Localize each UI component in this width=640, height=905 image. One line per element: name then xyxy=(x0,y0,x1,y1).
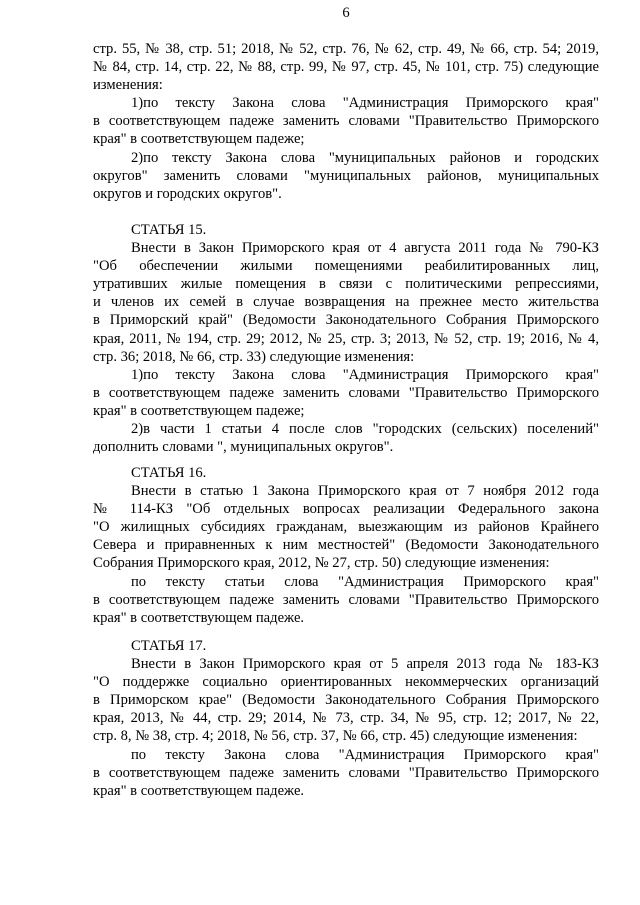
article-line: Внести в Закон Приморского края от 5 апреля 2013 года № 183-КЗ xyxy=(131,656,599,673)
article-item-line: в соответствующем падеже заменить словами "Правительство Приморского xyxy=(93,591,599,608)
intro-line: изменения: xyxy=(93,77,163,94)
article-item-line: края" в соответствующем падеже. xyxy=(93,609,305,626)
article-heading: СТАТЬЯ 16. xyxy=(131,465,207,481)
article-line: "Об обеспечении жилыми помещениями реабилитированных лиц, xyxy=(93,258,599,275)
article-item-line: по тексту Закона слова "Администрация Приморского края" xyxy=(131,746,599,763)
article-line: Собрания Приморского края, 2012, № 27, стр. 50) следующие изменения: xyxy=(93,555,550,572)
article-line: Внести в Закон Приморского края от 4 августа 2011 года № 790-КЗ xyxy=(131,240,599,257)
article-heading: СТАТЬЯ 15. xyxy=(131,222,207,238)
intro-item2-line: 2)по тексту Закона слова "муниципальных районов и городских xyxy=(131,149,599,166)
intro-item1-line: края" в соответствующем падеже; xyxy=(93,131,305,148)
page-number: 6 xyxy=(342,5,350,21)
article-16 xyxy=(93,464,599,627)
article-item-line: края" в соответствующем падеже; xyxy=(93,402,305,419)
article-line: стр. 36; 2018, № 66, стр. 33) следующие изменения: xyxy=(93,348,415,365)
article-line: в Приморском крае" (Ведомости Законодательного Собрания Приморского xyxy=(93,692,599,709)
article-17 xyxy=(93,637,599,800)
article-line: в Приморский край" (Ведомости Законодательного Собрания Приморского xyxy=(93,312,599,329)
article-line: и членов их семей в случае возвращения на прежнее место жительства xyxy=(93,294,599,311)
article-15 xyxy=(93,221,599,456)
article-heading: СТАТЬЯ 17. xyxy=(131,638,207,654)
article-line: "О жилищных субсидиях гражданам, выезжающим из районов Крайнего xyxy=(93,519,599,536)
article-line: № 114-КЗ "Об отдельных вопросах реализации Федерального закона xyxy=(93,501,599,518)
article-line: Севера и приравненных к ним местностей" (Ведомости Законодательного xyxy=(93,537,599,554)
intro-line: стр. 55, № 38, стр. 51; 2018, № 52, стр. 76, № 62, стр. 49, № 66, стр. 54; 2019, xyxy=(93,41,599,57)
article-line: "О поддержке социально ориентированных некоммерческих организаций xyxy=(93,674,599,691)
article-line: края, 2011, № 194, стр. 29; 2012, № 25, стр. 3; 2013, № 52, стр. 19; 2016, № 4, xyxy=(93,330,599,347)
intro-item1-line: в соответствующем падеже заменить словами "Правительство Приморского xyxy=(93,113,599,130)
article-item-line: 2)в части 1 статьи 4 после слов "городских (сельских) поселений" xyxy=(131,421,599,438)
article-line: Внести в статью 1 Закона Приморского края от 7 ноября 2012 года xyxy=(131,483,599,500)
article-item-line: по тексту статьи слова "Администрация Приморского края" xyxy=(131,573,599,590)
article-line: утративших жилые помещения в связи с политическими репрессиями, xyxy=(93,276,599,293)
article-item-line: 1)по тексту Закона слова "Администрация Приморского края" xyxy=(131,366,599,383)
article-item-line: в соответствующем падеже заменить словами "Правительство Приморского xyxy=(93,764,599,781)
intro-line: № 84, стр. 14, стр. 22, № 88, стр. 99, № 97, стр. 45, № 101, стр. 75) следующие xyxy=(93,59,599,76)
intro-block xyxy=(93,40,599,203)
article-line: края, 2013, № 44, стр. 29; 2014, № 73, стр. 34, № 95, стр. 12; 2017, № 22, xyxy=(93,710,599,727)
article-item-line: в соответствующем падеже заменить словами "Правительство Приморского xyxy=(93,384,599,401)
intro-item2-line: округов и городских округов". xyxy=(93,185,282,202)
article-item-line: дополнить словами ", муниципальных округов". xyxy=(93,439,394,456)
intro-item1-line: 1)по тексту Закона слова "Администрация Приморского края" xyxy=(131,95,599,112)
intro-item2-line: округов" заменить словами "муниципальных районов, муниципальных xyxy=(93,167,599,184)
article-item-line: края" в соответствующем падеже. xyxy=(93,782,305,799)
article-line: стр. 8, № 38, стр. 4; 2018, № 56, стр. 37, № 66, стр. 45) следующие изменения: xyxy=(93,728,578,745)
